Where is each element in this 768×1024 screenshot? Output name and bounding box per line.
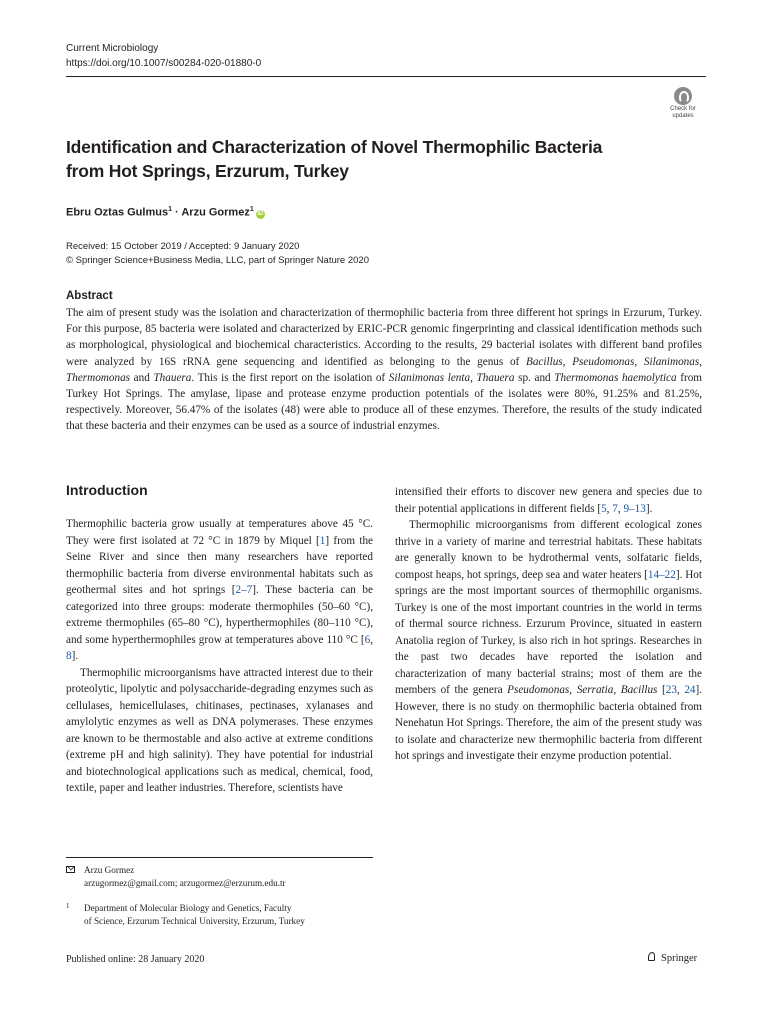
text-segment: Thermophilic microorganisms from different ecological zones thrive in a variety of marine and terrestrial habitats. These habitats are generally known to be hydrothermal vents, solfataric fields, compost heaps, hot springs, deep sea and water heaters [ xyxy=(395,519,702,581)
text-segment: , xyxy=(613,684,621,696)
author-1[interactable]: Ebru Oztas Gulmus xyxy=(66,206,169,219)
genus-name: Bacillus xyxy=(526,355,563,368)
abstract-segment: from Turkey Hot Springs. The amylase, lipase and protease enzyme production potentials of the isolates were 80%, 91.25% and 81.25%, respectively. Moreover, 56.47% of the isolates (48) were able to produce all of these enzymes. Therefore, the results of the study indicated that these bacteria and their enzymes can be used as a source of industrial enzymes. xyxy=(66,371,703,433)
author-separator: · xyxy=(171,206,182,219)
text-segment: intensified their efforts to discover new genera and species due to their potential applications in different fields [ xyxy=(395,486,702,515)
copyright: © Springer Science+Business Media, LLC, part of Springer Nature 2020 xyxy=(66,254,369,266)
citation-link[interactable]: 6 xyxy=(364,633,371,646)
abstract-segment: sp. and xyxy=(514,371,555,384)
text-segment: , xyxy=(569,684,577,696)
genus-name: Bacillus xyxy=(620,684,658,696)
abstract-segment: . This is the first report on the isolation of xyxy=(191,371,389,384)
text-segment: , xyxy=(617,502,624,515)
text-segment: , xyxy=(606,502,613,515)
title-line-2: from Hot Springs, Erzurum, Turkey xyxy=(66,161,349,181)
published-date: Published online: 28 January 2020 xyxy=(66,954,205,965)
article-dates xyxy=(66,240,369,267)
genus-name: Serratia xyxy=(576,684,614,696)
genus-name: Thermomonas xyxy=(66,371,131,384)
envelope-icon xyxy=(66,866,75,873)
header-divider xyxy=(66,76,706,77)
genus-name: Silanimonas xyxy=(643,355,700,368)
text-segment: , xyxy=(370,633,373,646)
title-line-1: Identification and Characterization of Novel Thermophilic Bacteria xyxy=(66,137,603,157)
introduction-heading: Introduction xyxy=(66,482,148,498)
species-name: Silanimonas lenta xyxy=(388,371,471,384)
abstract-segment: , xyxy=(634,355,644,368)
footnote-divider xyxy=(66,857,373,858)
corresponding-name: Arzu Gormez xyxy=(84,865,135,875)
text-segment: ]. xyxy=(645,502,653,515)
author-1-affiliation: 1 xyxy=(168,206,172,213)
citation-link[interactable]: 24 xyxy=(684,684,696,696)
affiliation-number: 1 xyxy=(66,902,70,910)
journal-name: Current Microbiology xyxy=(66,43,159,54)
author-list xyxy=(66,202,265,221)
intro-paragraph-1 xyxy=(66,516,373,665)
intro-paragraph-4 xyxy=(395,517,702,765)
abstract-segment: , xyxy=(562,355,573,368)
intro-paragraph-3 xyxy=(395,484,702,517)
abstract-heading: Abstract xyxy=(66,290,113,302)
abstract-text xyxy=(66,305,702,435)
author-2-affiliation: 1 xyxy=(249,206,254,213)
affiliation-line-2: of Science, Erzurum Technical University, Erzurum, Turkey xyxy=(84,916,305,926)
text-segment: [ xyxy=(657,684,666,696)
citation-link[interactable]: 14–22 xyxy=(647,568,676,581)
orcid-icon[interactable]: iD xyxy=(257,210,264,217)
crossmark-icon xyxy=(674,87,692,105)
right-column xyxy=(395,484,702,765)
citation-link[interactable]: 2–7 xyxy=(235,584,253,596)
text-segment: ]. Hot springs are the most important sources of thermophilic organisms. Turkey is one of the most important countries in the world in terms of thermal source richness. Erzurum Province, situated in eastern Anatolia region of Turkey, is also rich in hot springs. Researches in the past two decades have reported the isolation and characterization of many bacterial strains; most of them are the members of the genera xyxy=(395,568,702,696)
crossmark-line2: updates xyxy=(672,113,694,119)
genus-name: Pseudomonas xyxy=(572,355,635,368)
citation-link[interactable]: 8 xyxy=(66,650,72,662)
genus-name: Pseudomonas xyxy=(507,684,570,696)
text-segment: ]. xyxy=(71,650,79,662)
genus-name: Thauera xyxy=(153,371,192,384)
journal-header xyxy=(66,41,261,71)
text-segment: ]. However, there is no study on thermophilic bacteria obtained from Nenehatun Hot Springs. Therefore, the aim of the present study was to isolate and characterize new thermophilic bacteria from different hot springs and investigate their enzyme production potential. xyxy=(395,684,703,762)
citation-link[interactable]: 1 xyxy=(319,534,326,547)
abstract-segment: , xyxy=(470,371,477,384)
check-for-updates-badge[interactable] xyxy=(663,84,703,124)
author-2[interactable]: Arzu Gormez xyxy=(181,206,250,219)
paper-title xyxy=(66,135,666,183)
publisher-name: Springer xyxy=(661,953,698,964)
citation-link[interactable]: 23 xyxy=(665,684,677,696)
species-name: Thermomonas haemolytica xyxy=(554,371,677,384)
crossmark-line1: Check for xyxy=(670,106,696,112)
intro-paragraph-2: Thermophilic microorganisms have attracted interest due to their proteolytic, lipolytic and polysaccharide-degrading enzymes such as cellulases, hemicellulases, chitinases, pectinases, xylanases and amylolytic enzymes as well as DNA polymerases. These enzymes are known to be thermostable and also active at extreme conditions (extreme pH and high salinity). They have potential for industrial and biotechnological applications such as medical, chemical, food, textile, paper and leather industries. Therefore, scientists have xyxy=(66,666,373,794)
corresponding-email[interactable]: arzugormez@gmail.com; arzugormez@erzurum.edu.tr xyxy=(84,878,286,888)
text-segment: Thermophilic bacteria grow usually at temperatures above 45 °C. They were first isolated at 72 °C in 1879 by Miquel [ xyxy=(66,518,373,547)
left-column xyxy=(66,516,373,797)
publisher-logo xyxy=(647,952,697,964)
springer-horse-icon xyxy=(647,952,657,963)
citation-link[interactable]: 5 xyxy=(601,502,607,515)
species-name: Thauera xyxy=(476,371,515,384)
received-accepted: Received: 15 October 2019 / Accepted: 9 January 2020 xyxy=(66,241,300,252)
citation-link[interactable]: 7 xyxy=(612,502,618,515)
text-segment: , xyxy=(676,684,685,696)
abstract-segment: The aim of present study was the isolation and characterization of thermophilic bacteria from three different hot springs in Erzurum, Turkey. For this purpose, 85 bacteria were isolated and characterized by ERIC-PCR genomic fingerprinting and classical identification methods such as morphological, physiological and biochemical characteristics. According to the results, 29 bacterial isolates with different band profiles were analyzed by 16S rRNA gene sequencing and identified as belonging to the genus of xyxy=(66,307,702,368)
abstract-segment: , xyxy=(699,355,703,368)
doi-link[interactable]: https://doi.org/10.1007/s00284-020-01880-0 xyxy=(66,58,262,69)
abstract-segment: and xyxy=(130,371,154,384)
citation-link[interactable]: 9–13 xyxy=(623,502,646,515)
text-segment: ]. These bacteria can be categorized into three groups: moderate thermophiles (50–60 °C), extreme thermophiles (65–80 °C), hyperthermophiles (80–110 °C), and some hyperthermophiles grow at temperatures above 110 °C [ xyxy=(66,584,373,646)
text-segment: ] from the Seine River and since then many researchers have reported thermophilic bacteria from diverse environmental habitats such as geothermal sites and hot springs [ xyxy=(66,534,374,596)
affiliation-line-1: Department of Molecular Biology and Genetics, Faculty xyxy=(84,903,292,913)
